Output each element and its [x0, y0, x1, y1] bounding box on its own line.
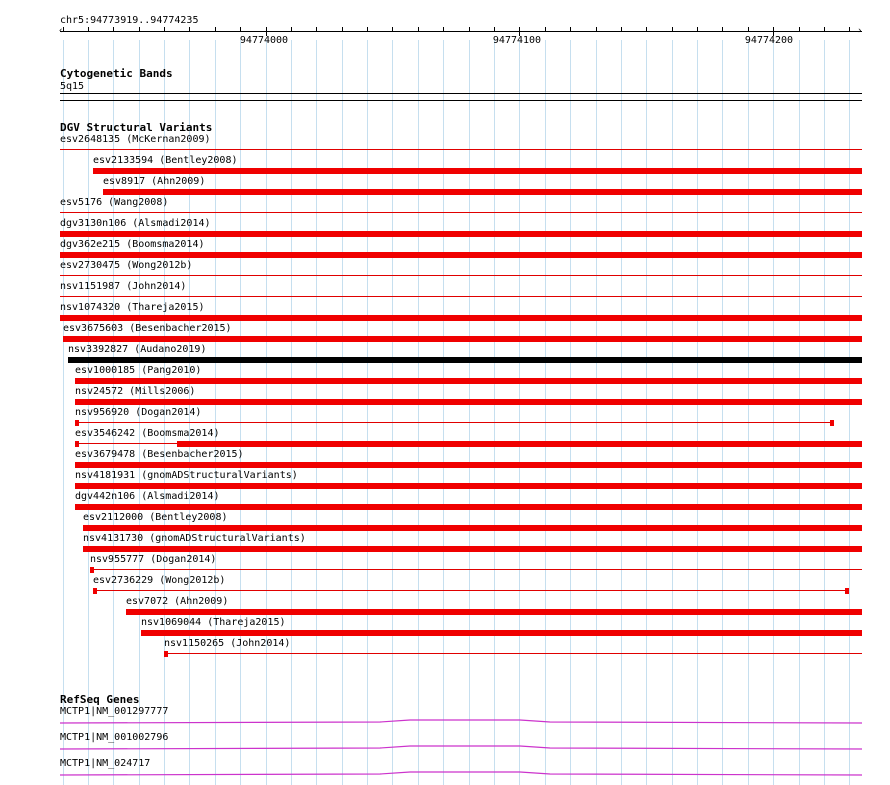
cytoband-band-top[interactable] — [60, 93, 862, 94]
dgv-feature-line[interactable] — [93, 590, 849, 591]
dgv-feature-start-cap[interactable] — [164, 651, 168, 657]
dgv-feature-label[interactable]: dgv3130n106 (Alsmadi2014) — [60, 218, 211, 229]
ruler-minor-tick — [139, 27, 140, 31]
dgv-feature-bar[interactable] — [63, 336, 862, 342]
ruler-minor-tick — [545, 27, 546, 31]
dgv-feature-label[interactable]: nsv4181931 (gnomADStructuralVariants) — [75, 470, 298, 481]
dgv-feature-bar[interactable] — [75, 504, 862, 510]
ruler-minor-tick — [342, 27, 343, 31]
dgv-feature-bar[interactable] — [68, 357, 862, 363]
dgv-feature-label[interactable]: esv2736229 (Wong2012b) — [93, 575, 226, 586]
ruler-tick-label: 94774000 — [239, 35, 289, 46]
dgv-feature-label[interactable]: esv5176 (Wang2008) — [60, 197, 169, 208]
ruler-minor-tick — [443, 27, 444, 31]
ruler-minor-tick — [88, 27, 89, 31]
dgv-feature-line[interactable] — [164, 653, 862, 654]
dgv-feature-bar[interactable] — [83, 525, 862, 531]
ruler-minor-tick — [164, 27, 165, 31]
dgv-feature-label[interactable]: nsv4131730 (gnomADStructuralVariants) — [83, 533, 306, 544]
dgv-feature-bar[interactable] — [60, 315, 862, 321]
intron-line[interactable] — [60, 772, 862, 775]
ruler-minor-tick — [494, 27, 495, 31]
refseq-gene-glyph[interactable] — [0, 712, 890, 732]
dgv-feature-label[interactable]: nsv1151987 (John2014) — [60, 281, 187, 292]
ruler-minor-tick — [63, 27, 64, 31]
refseq-gene-label[interactable]: MCTP1|NM_024717 — [60, 758, 151, 769]
dgv-feature-label[interactable]: esv8917 (Ahn2009) — [103, 176, 206, 187]
ruler-minor-tick — [113, 27, 114, 31]
ruler-right-arrow: › — [857, 26, 863, 36]
ruler-tick-label: 94774200 — [744, 35, 794, 46]
dgv-feature-label[interactable]: dgv362e215 (Boomsma2014) — [60, 239, 205, 250]
dgv-feature-label[interactable]: nsv956920 (Dogan2014) — [75, 407, 202, 418]
dgv-track-title: DGV Structural Variants — [60, 121, 213, 134]
ruler-minor-tick — [748, 27, 749, 31]
ruler-minor-tick — [291, 27, 292, 31]
cytoband-label: 5q15 — [60, 81, 85, 92]
ruler-minor-tick — [215, 27, 216, 31]
ruler-minor-tick — [722, 27, 723, 31]
ruler-left-arrow: ‹ — [58, 26, 64, 36]
dgv-feature-bar[interactable] — [93, 168, 862, 174]
intron-line[interactable] — [60, 720, 862, 723]
dgv-feature-label[interactable]: esv3679478 (Besenbacher2015) — [75, 449, 244, 460]
refseq-gene-glyph[interactable] — [0, 738, 890, 758]
dgv-feature-line[interactable] — [75, 422, 834, 423]
refseq-gene-glyph[interactable] — [0, 764, 890, 784]
region-label: chr5:94773919..94774235 — [60, 15, 199, 26]
refseq-gene-label[interactable]: MCTP1|NM_001002796 — [60, 732, 169, 743]
ruler-minor-tick — [849, 27, 850, 31]
dgv-feature-line[interactable] — [90, 569, 862, 570]
dgv-feature-label[interactable]: esv7072 (Ahn2009) — [126, 596, 229, 607]
dgv-feature-bar[interactable] — [103, 189, 862, 195]
ruler-minor-tick — [672, 27, 673, 31]
dgv-feature-bar[interactable] — [141, 630, 862, 636]
dgv-feature-label[interactable]: esv3675603 (Besenbacher2015) — [63, 323, 232, 334]
dgv-feature-label[interactable]: esv1000185 (Pang2010) — [75, 365, 202, 376]
dgv-feature-bar[interactable] — [75, 462, 862, 468]
dgv-feature-start-cap[interactable] — [93, 588, 97, 594]
cytoband-band-bottom — [60, 100, 862, 101]
ruler-tick-label: 94774100 — [492, 35, 542, 46]
dgv-feature-end-cap[interactable] — [845, 588, 849, 594]
dgv-feature-bar[interactable] — [177, 441, 862, 447]
refseq-track-title: RefSeq Genes — [60, 693, 140, 706]
dgv-feature-label[interactable]: esv2648135 (McKernan2009) — [60, 134, 211, 145]
dgv-feature-bar[interactable] — [83, 546, 862, 552]
ruler-minor-tick — [596, 27, 597, 31]
ruler-minor-tick — [367, 27, 368, 31]
ruler-minor-tick — [316, 27, 317, 31]
dgv-feature-label[interactable]: nsv1074320 (Thareja2015) — [60, 302, 205, 313]
dgv-feature-line[interactable] — [60, 212, 862, 213]
ruler-minor-tick — [697, 27, 698, 31]
refseq-gene-label[interactable]: MCTP1|NM_001297777 — [60, 706, 169, 717]
ruler-minor-tick — [799, 27, 800, 31]
dgv-feature-label[interactable]: esv2133594 (Bentley2008) — [93, 155, 238, 166]
dgv-feature-bar[interactable] — [75, 378, 862, 384]
cytoband-track-title: Cytogenetic Bands — [60, 67, 173, 80]
dgv-feature-bar[interactable] — [60, 231, 862, 237]
dgv-feature-line[interactable] — [60, 296, 862, 297]
dgv-feature-line[interactable] — [60, 275, 862, 276]
ruler-minor-tick — [824, 27, 825, 31]
dgv-feature-bar[interactable] — [60, 252, 862, 258]
dgv-feature-end-cap[interactable] — [830, 420, 834, 426]
dgv-feature-bar[interactable] — [75, 399, 862, 405]
dgv-feature-line[interactable] — [60, 149, 862, 150]
ruler-minor-tick — [418, 27, 419, 31]
dgv-feature-label[interactable]: esv3546242 (Boomsma2014) — [75, 428, 220, 439]
dgv-feature-line[interactable] — [75, 443, 177, 444]
ruler-minor-tick — [469, 27, 470, 31]
ruler-minor-tick — [621, 27, 622, 31]
dgv-feature-label[interactable]: nsv24572 (Mills2006) — [75, 386, 196, 397]
intron-line[interactable] — [60, 746, 862, 749]
ruler-minor-tick — [240, 27, 241, 31]
ruler-minor-tick — [189, 27, 190, 31]
dgv-feature-bar[interactable] — [75, 483, 862, 489]
dgv-feature-start-cap[interactable] — [75, 420, 79, 426]
ruler-minor-tick — [392, 27, 393, 31]
dgv-feature-label[interactable]: nsv1069044 (Thareja2015) — [141, 617, 286, 628]
ruler-minor-tick — [646, 27, 647, 31]
dgv-feature-start-cap[interactable] — [75, 441, 79, 447]
dgv-feature-bar[interactable] — [126, 609, 862, 615]
ruler-minor-tick — [570, 27, 571, 31]
dgv-feature-label[interactable]: esv2730475 (Wong2012b) — [60, 260, 193, 271]
dgv-feature-start-cap[interactable] — [90, 567, 94, 573]
dgv-feature-label[interactable]: dgv442n106 (Alsmadi2014) — [75, 491, 220, 502]
dgv-feature-label[interactable]: nsv1150265 (John2014) — [164, 638, 291, 649]
dgv-feature-label[interactable]: nsv3392827 (Audano2019) — [68, 344, 207, 355]
dgv-feature-label[interactable]: nsv955777 (Dogan2014) — [90, 554, 217, 565]
ruler-axis — [60, 31, 862, 32]
dgv-feature-label[interactable]: esv2112000 (Bentley2008) — [83, 512, 228, 523]
